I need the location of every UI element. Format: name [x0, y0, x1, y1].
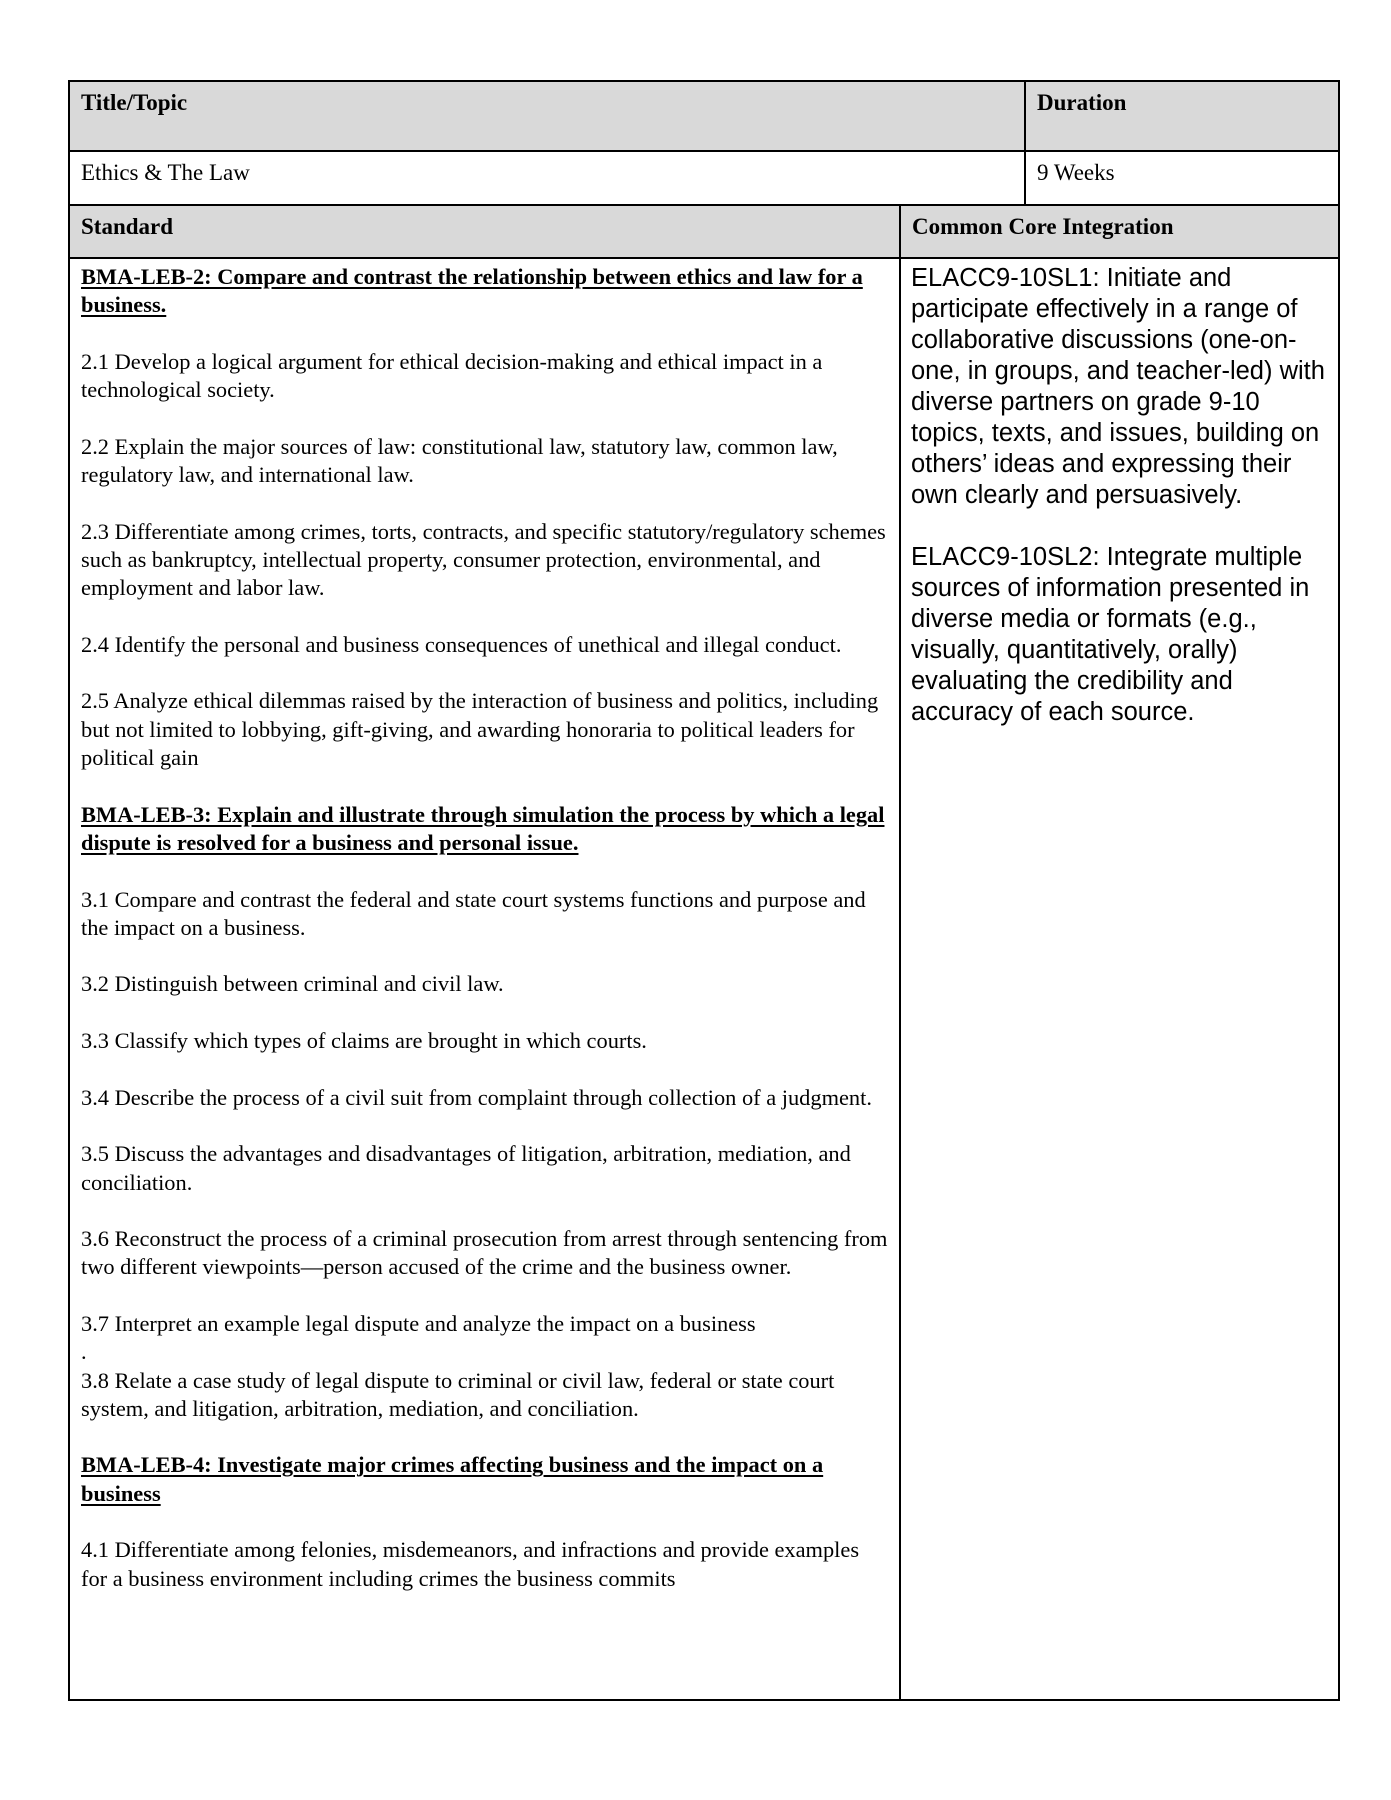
standard-item-3-8: 3.8 Relate a case study of legal dispute to criminal or civil law, federal or state court system, and litigation, arbitration, mediation, and conciliation.	[81, 1367, 835, 1421]
standard-item-2-2: 2.2 Explain the major sources of law: constitutional law, statutory law, common law, regulatory law, and international law.	[81, 433, 838, 488]
title-duration-value-row	[70, 152, 1338, 206]
standard-item-3-5: 3.5 Discuss the advantages and disadvantages of litigation, arbitration, mediation, and conciliation.	[81, 1141, 851, 1195]
title-duration-header-row	[70, 82, 1338, 152]
common-core-header: Common Core Integration	[901, 206, 1338, 257]
stray-period: .	[81, 1339, 87, 1365]
standard-heading-leb-3: BMA-LEB-3: Explain and illustrate through simulation the process by which a legal dispute is resolved for a business and personal issue.	[81, 801, 885, 855]
standard-heading-leb-4: BMA-LEB-4: Investigate major crimes affecting business and the impact on a business	[81, 1452, 824, 1506]
common-core-cell	[901, 259, 1338, 1699]
content-row	[70, 259, 1338, 1699]
standard-item-3-4: 3.4 Describe the process of a civil suit from complaint through collection of a judgment.	[81, 1084, 872, 1110]
standard-item-3-3: 3.3 Classify which types of claims are brought in which courts.	[81, 1028, 647, 1054]
standard-item-4-1: 4.1 Differentiate among felonies, misdemeanors, and infractions and provide examples for a business environment including crimes the business commits	[81, 1537, 860, 1591]
common-core-sl2: ELACC9-10SL2: Integrate multiple sources of information presented in diverse media or formats (e.g., visually, quantitatively, orally) evaluating the credibility and accuracy of each source.	[911, 543, 1310, 726]
title-topic-value: Ethics & The Law	[70, 152, 1026, 204]
standard-item-3-6: 3.6 Reconstruct the process of a criminal prosecution from arrest through sentencing from two different viewpoints—person accused of the crime and the business owner.	[81, 1226, 888, 1280]
standard-item-2-1: 2.1 Develop a logical argument for ethical decision-making and ethical impact in a technological society.	[81, 348, 823, 403]
standard-item-2-4: 2.4 Identify the personal and business consequences of unethical and illegal conduct.	[81, 631, 842, 657]
standard-item-2-3: 2.3 Differentiate among crimes, torts, contracts, and specific statutory/regulatory schemes such as bankruptcy, intellectual property, consumer protection, environmental, and employment and labor law.	[81, 518, 886, 601]
duration-header: Duration	[1026, 82, 1338, 150]
standard-heading-leb-2: BMA-LEB-2: Compare and contrast the relationship between ethics and law for a business.	[81, 264, 863, 318]
curriculum-table	[68, 80, 1340, 1701]
standard-item-2-5: 2.5 Analyze ethical dilemmas raised by the interaction of business and politics, including but not limited to lobbying, gift-giving, and awarding honoraria to political leaders for political gain	[81, 688, 879, 771]
standard-header-row	[70, 206, 1338, 259]
standard-header: Standard	[70, 206, 901, 257]
standards-cell	[70, 259, 901, 1699]
duration-value: 9 Weeks	[1037, 160, 1115, 185]
standard-item-3-1: 3.1 Compare and contrast the federal and state court systems functions and purpose and the impact on a business.	[81, 886, 866, 940]
common-core-sl1: ELACC9-10SL1: Initiate and participate effectively in a range of collaborative discussions (one-on-one, in groups, and teacher-led) with diverse partners on grade 9-10 topics, texts, and issues, building on others’ ideas and expressing their own clearly and persuasively.	[911, 264, 1325, 509]
standard-item-3-2: 3.2 Distinguish between criminal and civil law.	[81, 971, 504, 997]
title-topic-header: Title/Topic	[70, 82, 1026, 150]
standard-item-3-7: 3.7 Interpret an example legal dispute and analyze the impact on a business	[81, 1310, 756, 1336]
